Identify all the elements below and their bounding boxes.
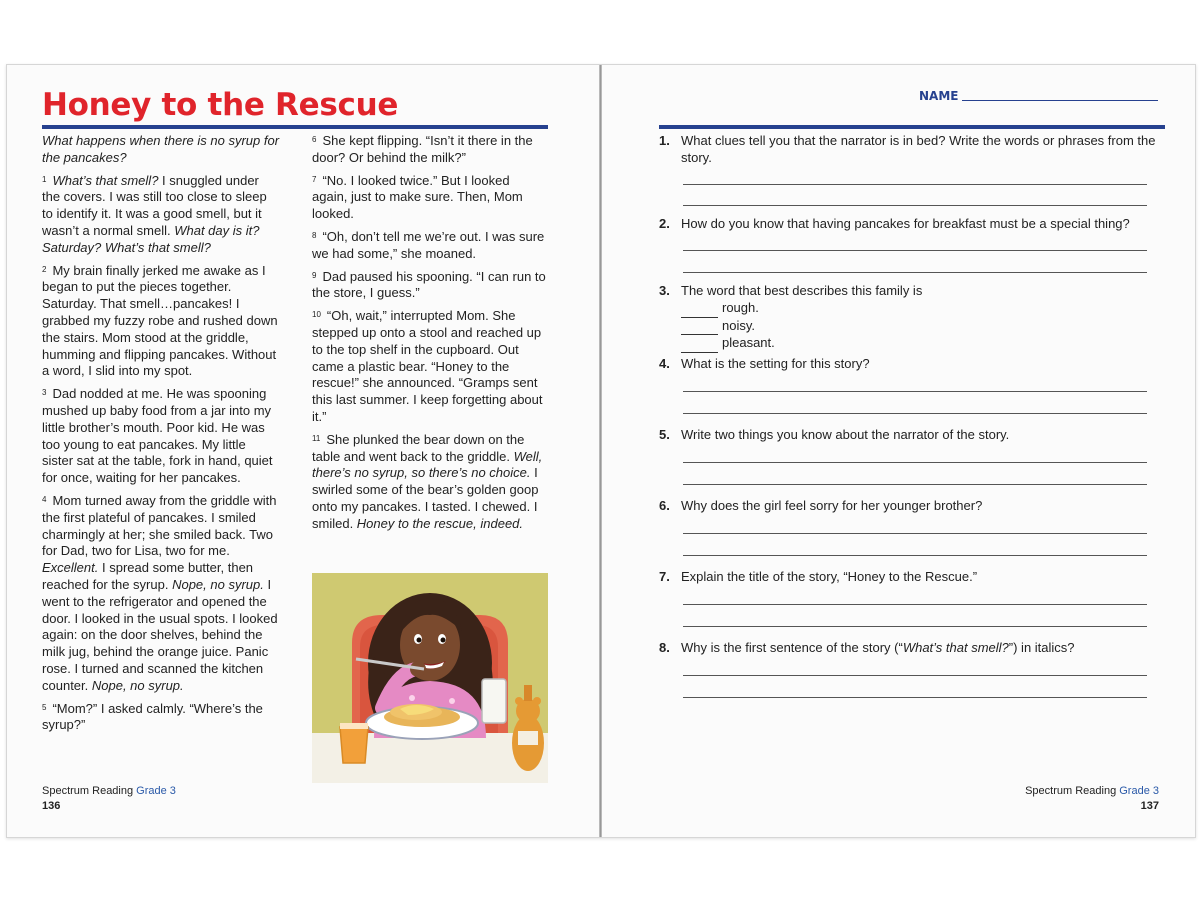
story-paragraph — [312, 432, 548, 533]
story-paragraph — [312, 269, 548, 303]
answer-line[interactable] — [683, 697, 1147, 698]
italic-text: What’s that smell? — [902, 640, 1009, 655]
story-column-1 — [42, 133, 280, 740]
choice-blank[interactable] — [681, 318, 718, 336]
story-paragraph — [42, 386, 280, 487]
footer-grade: Grade 3 — [1119, 785, 1159, 797]
text-segment: I snuggled under the covers. I was still too close to sleep to identify it. It was a good smell, but it wasn’t a normal smell. — [42, 172, 267, 238]
italic-text: What’s that smell? — [52, 172, 159, 188]
answer-line[interactable] — [683, 205, 1147, 206]
question — [659, 216, 1159, 233]
right-footer — [1025, 785, 1159, 812]
answer-line[interactable] — [683, 272, 1147, 273]
question-text — [681, 427, 1159, 444]
question-number: 7. — [659, 569, 670, 584]
text-segment: I swirled some of the bear’s golden goop onto my pancakes. I tasted. I chewed. I smiled. — [312, 465, 539, 531]
answer-line[interactable] — [683, 626, 1147, 627]
text-segment: Explain the title of the story, “Honey to the Rescue.” — [681, 569, 978, 584]
text-segment: The word that best describes this family is — [681, 283, 923, 298]
story-paragraph — [42, 263, 280, 381]
title-rule — [42, 125, 548, 129]
question-number: 5. — [659, 427, 670, 442]
text-segment: Write two things you know about the narrator of the story. — [681, 427, 1010, 442]
question-number: 6. — [659, 498, 670, 513]
footer-series-line — [1025, 785, 1159, 797]
footer-grade: Grade 3 — [136, 785, 176, 797]
text-segment: How do you know that having pancakes for breakfast must be a special thing? — [681, 216, 1130, 231]
right-page — [601, 65, 1195, 837]
paragraph-number: 8 — [312, 230, 317, 240]
page-number: 136 — [42, 800, 61, 812]
answer-line[interactable] — [683, 391, 1147, 392]
story-title: Honey to the Rescue — [42, 87, 399, 123]
question — [659, 640, 1159, 657]
name-label: NAME — [919, 89, 959, 103]
paragraph-number: 3 — [42, 388, 47, 398]
text-segment: What clues tell you that the narrator is in bed? Write the words or phrases from the story. — [681, 133, 1156, 165]
question-number: 8. — [659, 640, 670, 655]
italic-text: Well, there’s no syrup, so there’s no choice. — [312, 448, 543, 481]
paragraph-number: 6 — [312, 135, 317, 144]
italic-text: What day is it? Saturday? What’s that smell? — [42, 222, 260, 255]
text-segment: “Mom?” I asked calmly. “Where’s the syrup?” — [42, 700, 263, 733]
text-segment: Dad paused his spooning. “I can run to the store, I guess.” — [312, 268, 546, 301]
answer-line[interactable] — [683, 462, 1147, 463]
story-question-intro: What happens when there is no syrup for the pancakes? — [42, 133, 280, 165]
question-number: 2. — [659, 216, 670, 231]
question — [659, 133, 1159, 167]
paragraph-number: 4 — [42, 494, 47, 504]
left-footer — [42, 785, 176, 812]
question — [659, 356, 1159, 373]
text-segment: She plunked the bear down on the table and went back to the griddle. — [312, 431, 525, 464]
answer-line[interactable] — [683, 533, 1147, 534]
workbook-spread — [6, 64, 1196, 838]
header-rule — [659, 125, 1165, 129]
answer-choices — [681, 300, 1159, 353]
girl-eating-pancakes-illustration — [312, 573, 548, 783]
answer-line[interactable] — [683, 555, 1147, 556]
answer-choice[interactable] — [681, 300, 1159, 318]
choice-blank[interactable] — [681, 300, 718, 318]
answer-line[interactable] — [683, 484, 1147, 485]
footer-series: Spectrum Reading — [1025, 785, 1117, 797]
paragraph-number: 11 — [312, 433, 321, 443]
question-text — [681, 133, 1159, 167]
story-paragraph — [312, 133, 548, 167]
text-segment: Mom turned away from the griddle with the first plateful of pancakes. I smiled charmingly at her; she smiled back. Two for Dad, two for Lisa, two for me. — [42, 492, 277, 559]
paragraph-number: 2 — [42, 264, 47, 274]
text-segment: I spread some butter, then reached for the syrup. — [42, 560, 254, 592]
paragraph-number: 1 — [42, 174, 47, 184]
choice-label: rough. — [722, 299, 759, 315]
name-blank-line[interactable] — [962, 100, 1158, 101]
choice-label: pleasant. — [722, 335, 775, 351]
question-text — [681, 498, 1159, 515]
text-segment: What is the setting for this story? — [681, 356, 870, 371]
answer-line[interactable] — [683, 250, 1147, 251]
text-segment: She kept flipping. “Isn’t it there in the door? Or behind the milk?” — [312, 133, 533, 165]
story-paragraph — [312, 308, 548, 426]
answer-line[interactable] — [683, 413, 1147, 414]
story-column-2 — [312, 133, 548, 539]
text-segment: My brain finally jerked me awake as I began to put the pieces together. Saturday. That smell…pancakes! I grabbed my fuzzy robe and rushed down the stairs. Mom stood at the griddle, humming and flipping pancakes. Without a word, I slid into my spot. — [42, 262, 278, 379]
question — [659, 283, 1159, 353]
question-text — [681, 283, 1159, 300]
footer-series-line — [42, 785, 176, 797]
story-paragraph — [42, 701, 280, 735]
paragraph-number: 5 — [42, 702, 47, 712]
page-number: 137 — [1140, 800, 1159, 812]
question — [659, 498, 1159, 515]
question-number: 1. — [659, 133, 670, 148]
italic-text: Excellent. — [42, 560, 99, 576]
question-text — [681, 216, 1159, 233]
question-text — [681, 569, 1159, 586]
text-segment: Why is the first sentence of the story (“ — [681, 640, 903, 655]
answer-choice[interactable] — [681, 335, 1159, 353]
question — [659, 427, 1159, 444]
question — [659, 569, 1159, 586]
text-segment: “Oh, don’t tell me we’re out. I was sure we had some,” she moaned. — [312, 228, 545, 261]
text-segment: Why does the girl feel sorry for her younger brother? — [681, 498, 983, 513]
story-paragraph — [42, 173, 280, 257]
name-field[interactable] — [919, 89, 1158, 103]
question-number: 4. — [659, 356, 670, 371]
story-paragraph — [312, 229, 548, 263]
paragraph-number: 9 — [312, 270, 317, 280]
story-paragraph — [42, 493, 280, 695]
italic-text: Nope, no syrup. — [91, 677, 184, 693]
answer-line[interactable] — [683, 184, 1147, 185]
choice-label: noisy. — [722, 317, 755, 333]
text-segment: “Oh, wait,” interrupted Mom. She stepped up onto a stool and reached up to the top shelf in the cupboard. Out came a plastic bear. “Honey to the rescue!” she announced. “Gramps sent this last summer. I keep forgetting about it.” — [312, 308, 543, 424]
question-text — [681, 356, 1159, 373]
text-segment: Dad nodded at me. He was spooning mushed up baby food from a jar into my little brother’s mouth. Poor kid. He was too young to eat pancakes. My little sister sat at the table, fork in hand, quiet for once, waiting for her pancakes. — [42, 386, 273, 486]
text-segment: ”) in italics? — [1008, 640, 1075, 655]
text-segment: I went to the refrigerator and opened the door. I looked in the usual spots. I looked again: on the door shelves, behind the milk jug, behind the orange juice. Panic rose. I turned and scanned the kitchen counter. — [42, 576, 278, 693]
paragraph-number: 7 — [312, 174, 317, 184]
answer-line[interactable] — [683, 675, 1147, 676]
paragraph-number: 10 — [312, 310, 321, 320]
story-paragraph — [312, 173, 548, 223]
answer-line[interactable] — [683, 604, 1147, 605]
question-text — [681, 640, 1159, 657]
left-page — [7, 65, 600, 837]
answer-choice[interactable] — [681, 318, 1159, 336]
footer-series: Spectrum Reading — [42, 785, 134, 797]
italic-text: Honey to the rescue, indeed. — [356, 515, 524, 531]
question-number: 3. — [659, 283, 670, 298]
italic-text: Nope, no syrup. — [172, 576, 264, 592]
choice-blank[interactable] — [681, 335, 718, 353]
text-segment: “No. I looked twice.” But I looked again, just to make sure. Then, Mom looked. — [312, 172, 523, 222]
